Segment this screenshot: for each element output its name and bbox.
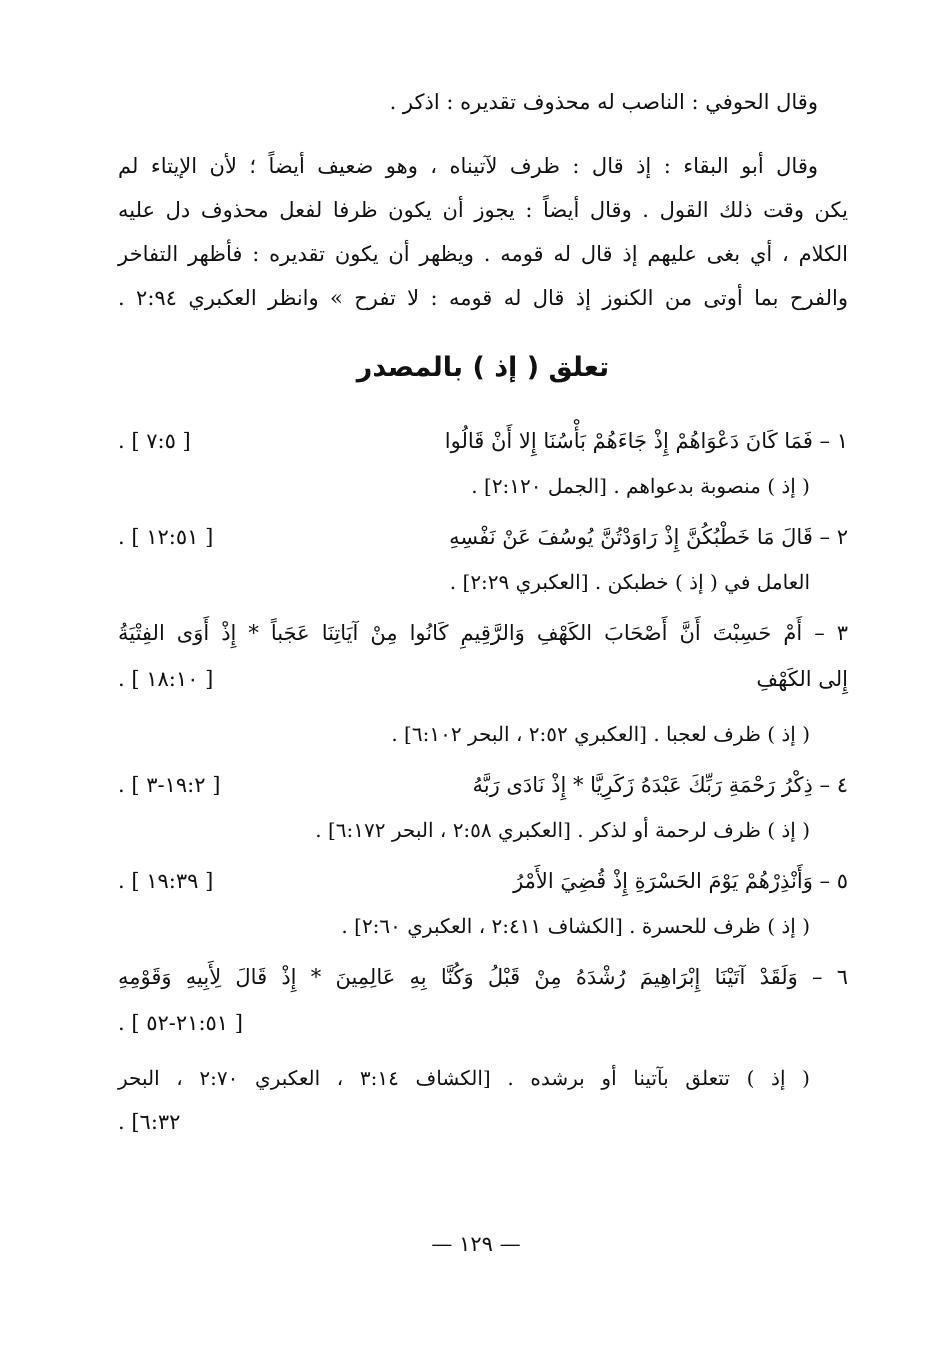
verse-block [118,610,848,702]
text-line: وقال أبو البقاء : إذ قال : ظرف لآتيناه ، وهو ضعيف أيضاً ؛ لأن الإيتاء لم [118,154,818,178]
section-heading: تعلق ( إذ ) بالمصدر [356,352,610,383]
verse-text: ١ – فَمَا كَانَ دَعْوَاهُمْ إِذْ جَاءَهُمْ بَأْسُنَا إِلا أَنْ قَالُوا [444,429,848,453]
verse-item-3 [118,610,848,756]
verse-item-1 [118,418,848,508]
verse-row [118,418,848,464]
spacer [118,702,848,712]
verse-note: ( إذ ) ظرف للحسرة . [الكشاف ٢:٤١١ ، العكبري ٢:٦٠] . [341,914,810,938]
page-number: — ١٢٩ — [431,1232,521,1256]
text-line: وقال الحوفي : الناصب له محذوف تقديره : اذكر . [389,90,818,114]
verse-row [118,762,848,808]
verse-reference: [ ٢١:٥١-٥٢ ] . [118,1011,243,1035]
verse-reference-row [118,1000,848,1046]
verse-text-line-2-row [118,656,848,702]
verse-note: ( إذ ) ظرف لعجبا . [العكبري ٢:٥٢ ، البحر ٦:١٠٢] . [391,722,810,746]
verse-reference: [ ١٢:٥١ ] . [118,525,214,549]
verse-block [118,954,848,1046]
verse-row [118,514,848,560]
verse-reference: [ ٧:٥ ] . [118,429,191,453]
text-line: يكن وقت ذلك القول . وقال أيضاً : يجوز أن يكون ظرفا لفعل محذوف دل عليه [118,198,848,222]
verse-item-2 [118,514,848,604]
verse-text-line-1: ٦ – وَلَقَدْ آتَيْنَا إِبْرَاهِيمَ رُشْدَهُ مِنْ قَبْلُ وَكُنَّا بِهِ عَالِمِينَ * إِذْ قَالَ لِأَبِيهِ وَقَوْمِهِ [118,965,848,989]
verse-item-5 [118,858,848,948]
verse-item-6 [118,954,848,1144]
verse-note: ( إذ ) ظرف لرحمة أو لذكر . [العكبري ٢:٥٨ ، البحر ٦:١٧٢] . [315,818,810,842]
verse-text: ٤ – ذِكْرُ رَحْمَةِ رَبِّكَ عَبْدَهُ زَكَرِيَّا * إِذْ نَادَى رَبَّهُ [472,773,848,797]
intro-paragraph-1 [118,80,848,124]
text-line: والفرح بما أوتى من الكنوز إذ قال له قومه : لا تفرح » وانظر العكبري ٢:٩٤ . [118,286,848,310]
verse-text-line-2: إِلى الكَهْفِ [756,667,848,691]
verse-reference: [ ١٨:١٠ ] . [118,667,214,691]
text-line: الكلام ، أي بغى عليهم إذ قال له قومه . ويظهر أن يكون تقديره : فأظهر التفاخر [118,242,848,266]
page-content [118,80,848,1150]
verse-note: ( إذ ) منصوبة بدعواهم . [الجمل ٢:١٢٠] . [471,474,810,498]
verse-text: ٢ – قَالَ مَا خَطْبُكُنَّ إِذْ رَاوَدْتُنَّ يُوسُفَ عَنْ نَفْسِهِ [449,525,848,549]
verse-reference: [ ١٩:٣٩ ] . [118,869,214,893]
verse-note: العامل في ( إذ ) خطبكن . [العكبري ٢:٢٩] . [449,570,810,594]
verse-reference: [ ١٩:٢-٣ ] . [118,773,221,797]
verse-text-line-1: ٣ – أَمْ حَسِبْتَ أَنَّ أَصْحَابَ الكَهْفِ وَالرَّقِيمِ كَانُوا مِنْ آيَاتِنَا عَجَباً * إِذْ أَوَى الفِتْيَةُ [118,621,848,645]
verse-note-line-2: ٦:٣٢] . [118,1110,181,1134]
verse-row [118,858,848,904]
intro-paragraph-2 [118,144,848,320]
spacer [118,1046,848,1056]
verse-note-line-1: ( إذ ) تتعلق بآتينا أو برشده . [الكشاف ٣:١٤ ، العكبري ٢:٧٠ ، البحر [118,1066,810,1090]
verse-item-4 [118,762,848,852]
verse-text: ٥ – وَأَنْذِرْهُمْ يَوْمَ الحَسْرَةِ إِذْ قُضِيَ الأَمْرُ [513,869,848,893]
